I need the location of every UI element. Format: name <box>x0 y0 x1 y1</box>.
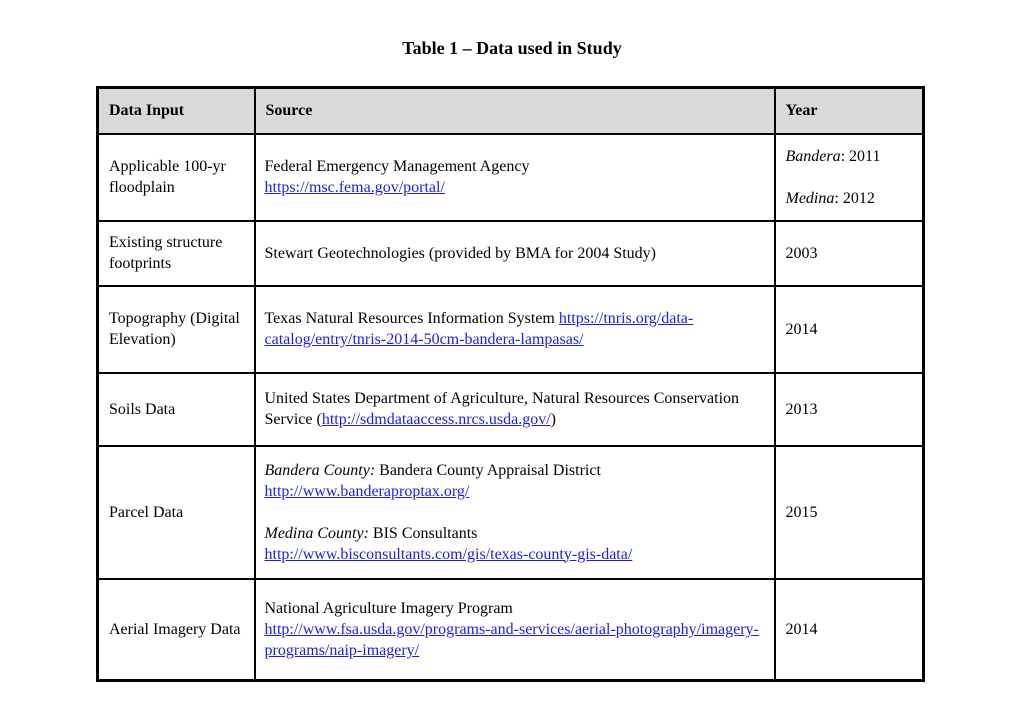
source-cell <box>255 221 775 286</box>
cell-text: National Agriculture Imagery Program <box>264 599 513 617</box>
data-table <box>96 86 925 682</box>
hyperlink[interactable]: https://tnris.org/data-catalog/entry/tnris-2014-50cm-bandera-lampasas/ <box>264 310 694 348</box>
source-cell <box>255 373 775 446</box>
cell-text: Texas Natural Resources Information System <box>264 310 559 327</box>
cell-text: BIS Consultants <box>368 524 478 542</box>
year-cell <box>775 134 924 221</box>
table-row <box>98 134 924 221</box>
hyperlink[interactable]: http://sdmdataaccess.nrcs.usda.gov/ <box>321 411 551 428</box>
hyperlink[interactable]: http://www.fsa.usda.gov/programs-and-services/aerial-photography/imagery-programs/naip-imagery/ <box>264 620 759 659</box>
data-input-cell: Topography (Digital Elevation) <box>98 286 255 373</box>
cell-text: United States Department of Agriculture, Natural Resources Conservation Service ( <box>264 390 740 428</box>
table-row <box>98 373 924 446</box>
source-cell <box>255 446 775 579</box>
year-cell <box>775 286 924 373</box>
cell-text-italic: Bandera County: <box>264 461 376 479</box>
table-body <box>98 134 924 681</box>
cell-text: 2003 <box>785 244 818 262</box>
cell-text-italic: Bandera <box>785 147 841 165</box>
hyperlink[interactable]: http://www.bisconsultants.com/gis/texas-county-gis-data/ <box>264 545 633 563</box>
data-input-cell: Aerial Imagery Data <box>98 579 255 681</box>
cell-text: Stewart Geotechnologies (provided by BMA for 2004 Study) <box>264 244 656 262</box>
cell-text: 2013 <box>785 400 818 418</box>
data-input-cell: Parcel Data <box>98 446 255 579</box>
cell-text-italic: Medina <box>785 189 835 207</box>
data-input-cell: Soils Data <box>98 373 255 446</box>
year-cell <box>775 446 924 579</box>
table-header-row <box>98 88 924 134</box>
year-cell <box>775 221 924 286</box>
table-row <box>98 221 924 286</box>
cell-text: 2015 <box>785 503 818 521</box>
cell-text: : 2012 <box>834 189 875 207</box>
cell-text: Bandera County Appraisal District <box>375 461 601 479</box>
year-cell <box>775 373 924 446</box>
table-row <box>98 579 924 681</box>
column-header-source: Source <box>255 88 775 134</box>
hyperlink[interactable]: http://www.banderaproptax.org/ <box>264 482 470 500</box>
cell-text: 2014 <box>785 620 818 638</box>
table-row <box>98 446 924 579</box>
data-input-cell: Applicable 100-yr floodplain <box>98 134 255 221</box>
data-input-cell: Existing structure footprints <box>98 221 255 286</box>
column-header-data-input: Data Input <box>98 88 255 134</box>
cell-text: 2014 <box>785 320 818 338</box>
year-cell <box>775 579 924 681</box>
column-header-year: Year <box>775 88 924 134</box>
table-row <box>98 286 924 373</box>
source-cell <box>255 134 775 221</box>
cell-text-italic: Medina County: <box>264 524 369 542</box>
source-cell <box>255 579 775 681</box>
source-cell <box>255 286 775 373</box>
cell-text: ) <box>550 411 556 428</box>
cell-text: : 2011 <box>840 147 881 165</box>
table-caption: Table 1 – Data used in Study <box>402 38 622 58</box>
cell-text: Federal Emergency Management Agency <box>264 158 530 175</box>
hyperlink[interactable]: https://msc.fema.gov/portal/ <box>264 179 445 196</box>
